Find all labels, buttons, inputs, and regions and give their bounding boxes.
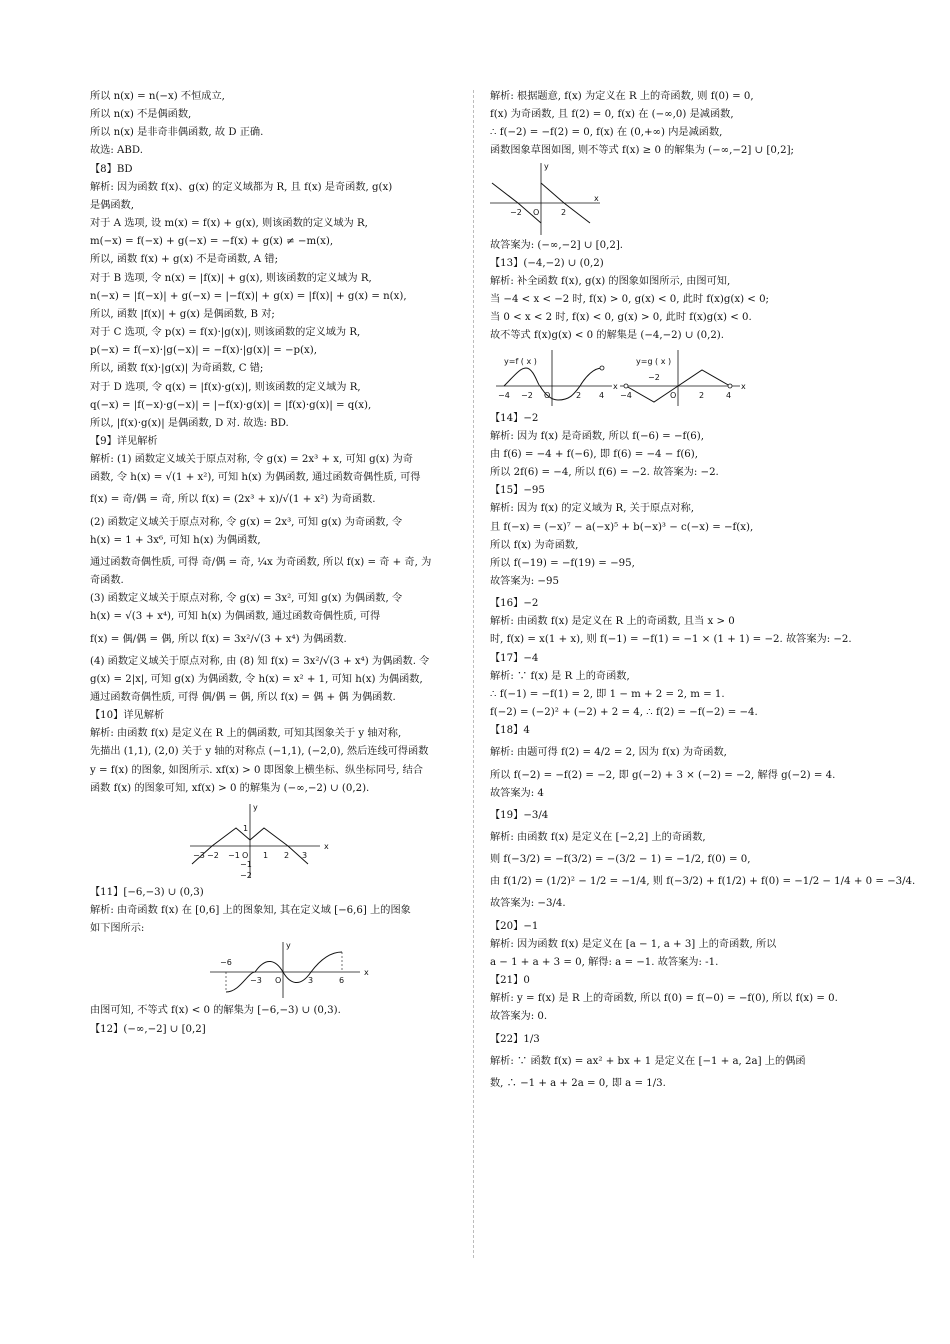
tick-label: −2 (521, 390, 533, 400)
text-line: 故答案为: −3/4. (490, 898, 566, 910)
text-line: y = f(x) 的图象, 如图所示. xf(x) > 0 即图象上横坐标、纵坐标同号, 结合 (90, 764, 423, 776)
formula-line: m(−x) = f(−x) + g(−x) = −f(x) + g(x) ≠ −m(x), (90, 236, 334, 248)
text-line: 所以, |f(x)·g(x)| 是偶函数, D 对. 故选: BD. (90, 417, 289, 429)
text-line: 通过函数奇偶性质, 可得 偶/偶 = 偶, 所以 f(x) = 偶 + 偶 为偶函数. (90, 692, 396, 703)
formula-line: 且 f(−x) = (−x)⁷ − a(−x)⁵ + b(−x)³ − c(−x) = −f(x), (490, 521, 754, 533)
tick-label: −3 (250, 976, 262, 986)
text-line: h(x) = 1 + 3x⁶, 可知 h(x) 为偶函数, (90, 534, 261, 546)
x-axis-label: x (613, 381, 618, 391)
text-line: 对于 C 选项, 令 p(x) = f(x)·|g(x)|, 则该函数的定义域为 R, (90, 327, 361, 339)
text-line: 由 f(6) = −4 + f(−6), 即 f(6) = −4 − f(6), (490, 448, 698, 460)
text-line: 解析: 根据题意, f(x) 为定义在 R 上的奇函数, 则 f(0) = 0, (490, 91, 754, 102)
problem-heading: 【14】−2 (490, 412, 539, 424)
text-line: 解析: 因为函数 f(x)、g(x) 的定义域都为 R, 且 f(x) 是奇函数, g(x) (90, 181, 393, 193)
function-curve (504, 368, 605, 400)
text-line: 所以 2f(6) = −4, 所以 f(6) = −2. 故答案为: −2. (490, 467, 719, 479)
tick-label: O (670, 390, 677, 400)
endpoint-marker (624, 384, 628, 388)
text-line: 奇函数. (90, 575, 124, 587)
text-line: 故答案为: 4 (490, 787, 544, 799)
text-line: 所以 n(x) = n(−x) 不恒成立, (90, 91, 225, 102)
text-line: a − 1 + a + 3 = 0, 解得: a = −1. 故答案为: -1. (490, 956, 719, 968)
text-line: 故答案为: −95 (490, 575, 559, 587)
tick-label: O (533, 207, 540, 217)
text-line: 通过函数奇偶性质, 可得 奇/偶 = 奇, ¼x 为奇函数, 所以 f(x) = 奇 + 奇, 为 (90, 556, 432, 568)
figure-problem-10 (90, 798, 462, 884)
problem-heading: 【22】1/3 (490, 1033, 540, 1045)
tick-label: 1 (263, 850, 269, 860)
formula-line: q(−x) = |f(−x)·g(−x)| = |−f(x)·g(x)| = |f(x)·g(x)| = q(x), (90, 399, 372, 411)
text-line: 解析: 因为 f(x) 是奇函数, 所以 f(−6) = −f(6), (490, 430, 704, 442)
tick-label: 1 (243, 823, 249, 833)
tick-label: 3 (308, 976, 314, 986)
endpoint-marker (600, 366, 604, 370)
text-line: 解析: 因为函数 f(x) 是定义在 [a − 1, a + 3] 上的奇函数, 所以 (490, 938, 777, 950)
text-line: 所以, 函数 |f(x)| + g(x) 是偶函数, B 对; (90, 308, 275, 320)
x-axis-label: x (594, 193, 599, 203)
text-line: 解析: 补全函数 f(x), g(x) 的图象如图所示, 由图可知, (490, 275, 731, 287)
problem-heading: 【12】(−∞,−2] ∪ [0,2] (90, 1023, 206, 1035)
text-line: 解析: 由题可得 f(2) = 4/2 = 2, 因为 f(x) 为奇函数, (490, 747, 727, 759)
left-column (90, 88, 462, 1039)
tick-label: O (544, 390, 551, 400)
problem-heading: 【17】−4 (490, 652, 539, 664)
text-line: h(x) = √(3 + x⁴), 可知 h(x) 为偶函数, 通过函数奇偶性质, 可得 (90, 611, 381, 623)
text-line: 由图可知, 不等式 f(x) < 0 的解集为 [−6,−3) ∪ (0,3). (90, 1005, 341, 1017)
text-line: 对于 A 选项, 设 m(x) = f(x) + g(x), 则该函数的定义域为 R, (90, 218, 368, 230)
tick-label: 2 (284, 850, 290, 860)
graph-g (620, 350, 746, 406)
tick-label: 4 (599, 390, 605, 400)
right-column (490, 88, 916, 1093)
tick-label: −4 (620, 390, 632, 400)
tick-label: 2 (561, 207, 567, 217)
column-divider (473, 90, 474, 1258)
text-line: 对于 B 选项, 令 n(x) = |f(x)| + g(x), 则该函数的定义域为 R, (90, 272, 372, 284)
text-line: 函数 f(x) 的图象可知, xf(x) > 0 的解集为 (−∞,−2) ∪ (0,2). (90, 782, 370, 794)
problem-heading: 【21】0 (490, 975, 530, 987)
x-axis-label: x (741, 381, 746, 391)
formula-line: f(x) = 奇/偶 = 奇, 所以 f(x) = (2x³ + x)/√(1 + x²) 为奇函数. (90, 494, 376, 506)
text-line: ∴ f(−2) = −f(2) = 0, f(x) 在 (0,+∞) 内是减函数, (490, 127, 723, 139)
curve-label: y=g ( x ) (636, 356, 672, 366)
text-line: 所以 f(−19) = −f(19) = −95, (490, 557, 635, 569)
text-line: 解析: ∵ f(x) 是 R 上的奇函数, (490, 670, 630, 682)
formula-line: n(−x) = |f(−x)| + g(−x) = |−f(x)| + g(x) = |f(x)| + g(x) = n(x), (90, 290, 407, 302)
text-line: 先描出 (1,1), (2,0) 关于 y 轴的对称点 (−1,1), (−2,0), 然后连线可得函数 (90, 746, 429, 758)
text-line: 如下图所示: (90, 923, 145, 935)
text-line: 所以, 函数 f(x) + g(x) 不是奇函数, A 错; (90, 254, 279, 266)
text-line: (4) 函数定义域关于原点对称, 由 (8) 知 f(x) = 3x²/√(3 + x⁴) 为偶函数. 令 (90, 655, 430, 667)
tick-label: −2 (648, 372, 660, 382)
problem-heading: 【11】[−6,−3) ∪ (0,3) (90, 886, 204, 898)
tick-label: O (242, 850, 249, 860)
text-line: 数, ∴ −1 + a + 2a = 0, 即 a = 1/3. (490, 1077, 666, 1089)
tick-label: −1 (228, 850, 240, 860)
problem-heading: 【16】−2 (490, 598, 539, 610)
tick-label: −3 (193, 850, 205, 860)
text-line: 解析: 由函数 f(x) 是定义在 [−2,2] 上的奇函数, (490, 832, 706, 843)
text-line: 所以 n(x) 不是偶函数, (90, 109, 192, 121)
tick-label: 2 (576, 390, 582, 400)
text-line: 解析: y = f(x) 是 R 上的奇函数, 所以 f(0) = f(−0) = −f(0), 所以 f(x) = 0. (490, 993, 838, 1005)
text-line: 故选: ABD. (90, 145, 143, 157)
tick-label: O (275, 976, 282, 986)
text-line: 函数图象草图如图, 则不等式 f(x) ≥ 0 的解集为 (−∞,−2] ∪ [0,2]; (490, 145, 794, 157)
text-line: 是偶函数, (90, 199, 134, 211)
problem-heading: 【13】(−4,−2) ∪ (0,2) (490, 257, 604, 269)
x-axis-label: x (364, 968, 369, 978)
text-line: 解析: ∵ 函数 f(x) = ax² + bx + 1 是定义在 [−1 + a, 2a] 上的偶函 (490, 1055, 806, 1067)
text-line: 对于 D 选项, 令 q(x) = |f(x)·g(x)|, 则该函数的定义域为 R, (90, 381, 361, 393)
text-line: f(x) 为奇函数, 且 f(2) = 0, f(x) 在 (−∞,0) 是减函数, (490, 109, 734, 121)
text-line: 函数, 令 h(x) = √(1 + x²), 可知 h(x) 为偶函数, 通过函数奇偶性质, 可得 (90, 472, 421, 484)
formula-line: 由 f(1/2) = (1/2)² − 1/2 = −1/4, 则 f(−3/2) + f(1/2) + f(0) = −1/2 − 1/4 + 0 = −3/4. (490, 876, 916, 888)
formula-line: 则 f(−3/2) = −f(3/2) = −(3/2 − 1) = −1/2, f(0) = 0, (490, 854, 751, 866)
text-line: 故答案为: (−∞,−2] ∪ [0,2]. (490, 239, 624, 251)
text-line: (3) 函数定义域关于原点对称, 令 g(x) = 3x², 可知 g(x) 为偶函数, 令 (90, 593, 403, 605)
tick-label: 2 (699, 390, 705, 400)
problem-heading: 【15】−95 (490, 485, 545, 497)
text-line: 所以 f(x) 为奇函数, (490, 539, 579, 551)
text-line: 故答案为: 0. (490, 1011, 548, 1023)
problem-heading: 【8】BD (90, 163, 133, 175)
text-line: (2) 函数定义域关于原点对称, 令 g(x) = 2x³, 可知 g(x) 为奇函数, 令 (90, 516, 403, 528)
figure-problem-12 (490, 161, 862, 237)
curve-label: y=f ( x ) (504, 356, 537, 366)
text-line: 所以 n(x) 是非奇非偶函数, 故 D 正确. (90, 127, 264, 139)
text-line: 解析: 由奇函数 f(x) 在 [0,6] 上的图象知, 其在定义域 [−6,6] 上的图象 (90, 905, 411, 917)
formula-line: p(−x) = f(−x)·|g(−x)| = −f(x)·|g(x)| = −p(x), (90, 345, 317, 357)
problem-heading: 【10】详见解析 (90, 710, 165, 722)
text-line: 解析: 因为 f(x) 的定义域为 R, 关于原点对称, (490, 503, 695, 515)
text-line: 时, f(x) = x(1 + x), 则 f(−1) = −f(1) = −1 × (1 + 1) = −2. 故答案为: −2. (490, 634, 852, 646)
formula-line: f(−2) = (−2)² + (−2) + 2 = 4, ∴ f(2) = −f(−2) = −4. (490, 707, 758, 719)
text-line: 当 0 < x < 2 时, f(x) < 0, g(x) > 0, 此时 f(x)g(x) < 0. (490, 312, 752, 324)
tick-label: −4 (498, 390, 510, 400)
problem-heading: 【20】−1 (490, 920, 539, 932)
problem-heading: 【18】4 (490, 725, 530, 737)
formula-line: f(x) = 偶/偶 = 偶, 所以 f(x) = 3x²/√(3 + x⁴) 为偶函数. (90, 633, 347, 645)
text-line: g(x) = 2|x|, 可知 g(x) 为偶函数, 令 h(x) = x² + 1, 可知 h(x) 为偶函数, (90, 673, 423, 685)
text-line: ∴ f(−1) = −f(1) = 2, 即 1 − m + 2 = 2, m = 1. (490, 688, 725, 700)
endpoint-marker (728, 384, 732, 388)
text-line: 解析: (1) 函数定义域关于原点对称, 令 g(x) = 2x³ + x, 可知 g(x) 为奇 (90, 454, 413, 466)
figure-problem-13 (490, 346, 862, 410)
text-line: 解析: 由函数 f(x) 是定义在 R 上的奇函数, 且当 x > 0 (490, 616, 735, 628)
tick-label: −2 (510, 207, 522, 217)
tick-label: −6 (220, 958, 232, 968)
tick-label: −2 (207, 850, 219, 860)
text-line: 故不等式 f(x)g(x) < 0 的解集是 (−4,−2) ∪ (0,2). (490, 330, 725, 342)
y-axis-label: y (544, 161, 549, 171)
y-axis-label: y (286, 941, 291, 951)
tick-label: 4 (726, 390, 732, 400)
graph-f (496, 350, 618, 406)
text-line: 当 −4 < x < −2 时, f(x) > 0, g(x) < 0, 此时 f(x)g(x) < 0; (490, 294, 769, 306)
tick-label: −2 (240, 870, 252, 880)
problem-heading: 【9】详见解析 (90, 435, 158, 447)
figure-problem-11 (90, 938, 462, 1002)
text-line: 解析: 由函数 f(x) 是定义在 R 上的偶函数, 可知其图象关于 y 轴对称, (90, 728, 402, 740)
text-line: 所以, 函数 f(x)·|g(x)| 为奇函数, C 错; (90, 363, 264, 375)
x-axis-label: x (324, 841, 329, 851)
tick-label: −1 (240, 859, 252, 869)
tick-label: 3 (302, 850, 308, 860)
problem-heading: 【19】−3/4 (490, 809, 549, 821)
text-line: 所以 f(−2) = −f(2) = −2, 即 g(−2) + 3 × (−2) = −2, 解得 g(−2) = 4. (490, 769, 836, 781)
tick-label: 6 (339, 976, 345, 986)
y-axis-label: y (253, 802, 258, 812)
